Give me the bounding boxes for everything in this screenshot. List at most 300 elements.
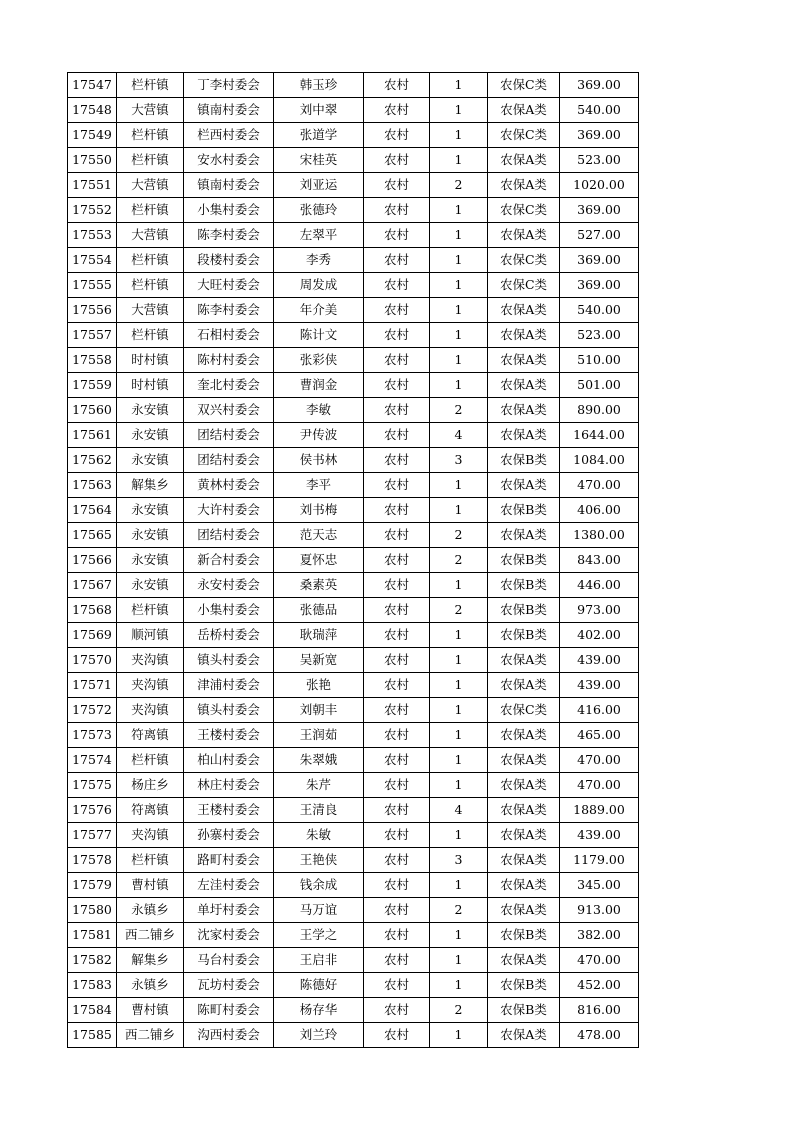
table-row <box>68 748 639 773</box>
insurance-category-cell: 农保C类 <box>488 198 560 223</box>
table-row <box>68 848 639 873</box>
household-count-cell: 1 <box>430 723 488 748</box>
area-type-cell: 农村 <box>364 273 430 298</box>
amount-cell: 416.00 <box>560 698 639 723</box>
amount-cell: 439.00 <box>560 673 639 698</box>
amount-cell: 402.00 <box>560 623 639 648</box>
insurance-category-cell: 农保B类 <box>488 998 560 1023</box>
village-committee-cell: 陈李村委会 <box>184 223 274 248</box>
table-row <box>68 823 639 848</box>
township-cell: 大营镇 <box>117 223 184 248</box>
village-committee-cell: 陈李村委会 <box>184 298 274 323</box>
amount-cell: 470.00 <box>560 748 639 773</box>
name-cell: 曹润金 <box>274 373 364 398</box>
row-number-cell: 17552 <box>68 198 117 223</box>
township-cell: 永安镇 <box>117 573 184 598</box>
insurance-category-cell: 农保C类 <box>488 73 560 98</box>
amount-cell: 1380.00 <box>560 523 639 548</box>
household-count-cell: 2 <box>430 598 488 623</box>
household-count-cell: 2 <box>430 548 488 573</box>
row-number-cell: 17560 <box>68 398 117 423</box>
row-number-cell: 17559 <box>68 373 117 398</box>
township-cell: 栏杆镇 <box>117 273 184 298</box>
table-row <box>68 248 639 273</box>
village-committee-cell: 奎北村委会 <box>184 373 274 398</box>
table-row <box>68 723 639 748</box>
amount-cell: 816.00 <box>560 998 639 1023</box>
row-number-cell: 17573 <box>68 723 117 748</box>
row-number-cell: 17568 <box>68 598 117 623</box>
amount-cell: 501.00 <box>560 373 639 398</box>
household-count-cell: 1 <box>430 323 488 348</box>
row-number-cell: 17565 <box>68 523 117 548</box>
amount-cell: 890.00 <box>560 398 639 423</box>
row-number-cell: 17549 <box>68 123 117 148</box>
household-count-cell: 2 <box>430 998 488 1023</box>
insurance-category-cell: 农保A类 <box>488 773 560 798</box>
township-cell: 永安镇 <box>117 523 184 548</box>
name-cell: 吴新宽 <box>274 648 364 673</box>
table-row <box>68 673 639 698</box>
name-cell: 侯书林 <box>274 448 364 473</box>
row-number-cell: 17585 <box>68 1023 117 1048</box>
household-count-cell: 1 <box>430 648 488 673</box>
area-type-cell: 农村 <box>364 973 430 998</box>
row-number-cell: 17563 <box>68 473 117 498</box>
table-row <box>68 873 639 898</box>
amount-cell: 510.00 <box>560 348 639 373</box>
name-cell: 宋桂英 <box>274 148 364 173</box>
township-cell: 夹沟镇 <box>117 673 184 698</box>
household-count-cell: 2 <box>430 173 488 198</box>
household-count-cell: 1 <box>430 823 488 848</box>
village-committee-cell: 段楼村委会 <box>184 248 274 273</box>
row-number-cell: 17561 <box>68 423 117 448</box>
table-row <box>68 98 639 123</box>
area-type-cell: 农村 <box>364 673 430 698</box>
amount-cell: 406.00 <box>560 498 639 523</box>
insurance-category-cell: 农保A类 <box>488 148 560 173</box>
table-row <box>68 73 639 98</box>
area-type-cell: 农村 <box>364 498 430 523</box>
name-cell: 张德玲 <box>274 198 364 223</box>
name-cell: 周发成 <box>274 273 364 298</box>
village-committee-cell: 丁李村委会 <box>184 73 274 98</box>
household-count-cell: 1 <box>430 923 488 948</box>
row-number-cell: 17548 <box>68 98 117 123</box>
table-row <box>68 623 639 648</box>
area-type-cell: 农村 <box>364 1023 430 1048</box>
household-count-cell: 1 <box>430 973 488 998</box>
name-cell: 陈德好 <box>274 973 364 998</box>
insurance-category-cell: 农保A类 <box>488 523 560 548</box>
area-type-cell: 农村 <box>364 173 430 198</box>
row-number-cell: 17564 <box>68 498 117 523</box>
amount-cell: 1179.00 <box>560 848 639 873</box>
amount-cell: 523.00 <box>560 148 639 173</box>
household-count-cell: 1 <box>430 573 488 598</box>
area-type-cell: 农村 <box>364 698 430 723</box>
insurance-category-cell: 农保C类 <box>488 248 560 273</box>
area-type-cell: 农村 <box>364 923 430 948</box>
area-type-cell: 农村 <box>364 648 430 673</box>
village-committee-cell: 小集村委会 <box>184 198 274 223</box>
name-cell: 王学之 <box>274 923 364 948</box>
name-cell: 桑素英 <box>274 573 364 598</box>
township-cell: 永安镇 <box>117 548 184 573</box>
row-number-cell: 17578 <box>68 848 117 873</box>
household-count-cell: 3 <box>430 448 488 473</box>
insurance-category-cell: 农保A类 <box>488 798 560 823</box>
household-count-cell: 1 <box>430 1023 488 1048</box>
household-count-cell: 1 <box>430 123 488 148</box>
insurance-category-cell: 农保C类 <box>488 273 560 298</box>
name-cell: 耿瑞萍 <box>274 623 364 648</box>
amount-cell: 465.00 <box>560 723 639 748</box>
amount-cell: 540.00 <box>560 98 639 123</box>
area-type-cell: 农村 <box>364 148 430 173</box>
area-type-cell: 农村 <box>364 873 430 898</box>
village-committee-cell: 大许村委会 <box>184 498 274 523</box>
table-row <box>68 373 639 398</box>
household-count-cell: 1 <box>430 498 488 523</box>
amount-cell: 345.00 <box>560 873 639 898</box>
amount-cell: 913.00 <box>560 898 639 923</box>
area-type-cell: 农村 <box>364 523 430 548</box>
row-number-cell: 17579 <box>68 873 117 898</box>
insurance-category-cell: 农保A类 <box>488 673 560 698</box>
insurance-category-cell: 农保B类 <box>488 623 560 648</box>
village-committee-cell: 团结村委会 <box>184 448 274 473</box>
area-type-cell: 农村 <box>364 198 430 223</box>
insurance-category-cell: 农保B类 <box>488 923 560 948</box>
area-type-cell: 农村 <box>364 573 430 598</box>
township-cell: 栏杆镇 <box>117 598 184 623</box>
village-committee-cell: 单圩村委会 <box>184 898 274 923</box>
area-type-cell: 农村 <box>364 423 430 448</box>
amount-cell: 470.00 <box>560 948 639 973</box>
row-number-cell: 17569 <box>68 623 117 648</box>
insurance-category-cell: 农保A类 <box>488 373 560 398</box>
table-row <box>68 198 639 223</box>
area-type-cell: 农村 <box>364 823 430 848</box>
row-number-cell: 17580 <box>68 898 117 923</box>
township-cell: 栏杆镇 <box>117 73 184 98</box>
village-committee-cell: 王楼村委会 <box>184 798 274 823</box>
name-cell: 夏怀忠 <box>274 548 364 573</box>
household-count-cell: 1 <box>430 98 488 123</box>
amount-cell: 1020.00 <box>560 173 639 198</box>
household-count-cell: 1 <box>430 223 488 248</box>
household-count-cell: 1 <box>430 198 488 223</box>
name-cell: 韩玉珍 <box>274 73 364 98</box>
household-count-cell: 1 <box>430 73 488 98</box>
row-number-cell: 17550 <box>68 148 117 173</box>
row-number-cell: 17562 <box>68 448 117 473</box>
insurance-category-cell: 农保A类 <box>488 898 560 923</box>
household-count-cell: 1 <box>430 773 488 798</box>
area-type-cell: 农村 <box>364 798 430 823</box>
amount-cell: 523.00 <box>560 323 639 348</box>
township-cell: 夹沟镇 <box>117 698 184 723</box>
row-number-cell: 17558 <box>68 348 117 373</box>
household-count-cell: 1 <box>430 673 488 698</box>
table-row <box>68 523 639 548</box>
insurance-category-cell: 农保A类 <box>488 648 560 673</box>
township-cell: 栏杆镇 <box>117 748 184 773</box>
row-number-cell: 17553 <box>68 223 117 248</box>
area-type-cell: 农村 <box>364 223 430 248</box>
insurance-category-cell: 农保A类 <box>488 398 560 423</box>
name-cell: 尹传波 <box>274 423 364 448</box>
township-cell: 大营镇 <box>117 173 184 198</box>
household-count-cell: 1 <box>430 298 488 323</box>
area-type-cell: 农村 <box>364 298 430 323</box>
table-row <box>68 998 639 1023</box>
table-row <box>68 698 639 723</box>
village-committee-cell: 马台村委会 <box>184 948 274 973</box>
table-row <box>68 273 639 298</box>
village-committee-cell: 津浦村委会 <box>184 673 274 698</box>
amount-cell: 382.00 <box>560 923 639 948</box>
row-number-cell: 17577 <box>68 823 117 848</box>
area-type-cell: 农村 <box>364 773 430 798</box>
row-number-cell: 17567 <box>68 573 117 598</box>
area-type-cell: 农村 <box>364 598 430 623</box>
township-cell: 栏杆镇 <box>117 848 184 873</box>
insurance-category-cell: 农保A类 <box>488 723 560 748</box>
village-committee-cell: 陈町村委会 <box>184 998 274 1023</box>
township-cell: 解集乡 <box>117 948 184 973</box>
village-committee-cell: 沈家村委会 <box>184 923 274 948</box>
table-row <box>68 298 639 323</box>
row-number-cell: 17551 <box>68 173 117 198</box>
insurance-category-cell: 农保A类 <box>488 823 560 848</box>
household-count-cell: 1 <box>430 948 488 973</box>
insurance-category-cell: 农保B类 <box>488 598 560 623</box>
name-cell: 王清良 <box>274 798 364 823</box>
table-row <box>68 773 639 798</box>
table-row <box>68 123 639 148</box>
township-cell: 西二铺乡 <box>117 1023 184 1048</box>
row-number-cell: 17572 <box>68 698 117 723</box>
village-committee-cell: 林庄村委会 <box>184 773 274 798</box>
amount-cell: 369.00 <box>560 73 639 98</box>
table-row <box>68 598 639 623</box>
village-committee-cell: 镇南村委会 <box>184 173 274 198</box>
area-type-cell: 农村 <box>364 848 430 873</box>
area-type-cell: 农村 <box>364 448 430 473</box>
insurance-category-cell: 农保A类 <box>488 423 560 448</box>
village-committee-cell: 永安村委会 <box>184 573 274 598</box>
table-row <box>68 323 639 348</box>
insurance-category-cell: 农保A类 <box>488 873 560 898</box>
row-number-cell: 17581 <box>68 923 117 948</box>
township-cell: 栏杆镇 <box>117 123 184 148</box>
amount-cell: 369.00 <box>560 123 639 148</box>
insurance-category-cell: 农保B类 <box>488 448 560 473</box>
name-cell: 刘朝丰 <box>274 698 364 723</box>
amount-cell: 843.00 <box>560 548 639 573</box>
village-committee-cell: 镇头村委会 <box>184 648 274 673</box>
insurance-category-cell: 农保A类 <box>488 1023 560 1048</box>
name-cell: 陈计文 <box>274 323 364 348</box>
table-body <box>68 73 639 1048</box>
name-cell: 马万谊 <box>274 898 364 923</box>
row-number-cell: 17555 <box>68 273 117 298</box>
township-cell: 西二铺乡 <box>117 923 184 948</box>
amount-cell: 446.00 <box>560 573 639 598</box>
insurance-category-cell: 农保A类 <box>488 473 560 498</box>
amount-cell: 439.00 <box>560 823 639 848</box>
insurance-category-cell: 农保B类 <box>488 498 560 523</box>
name-cell: 刘兰玲 <box>274 1023 364 1048</box>
area-type-cell: 农村 <box>364 248 430 273</box>
village-committee-cell: 栏西村委会 <box>184 123 274 148</box>
name-cell: 范天志 <box>274 523 364 548</box>
area-type-cell: 农村 <box>364 98 430 123</box>
name-cell: 刘亚运 <box>274 173 364 198</box>
insurance-category-cell: 农保B类 <box>488 548 560 573</box>
township-cell: 永安镇 <box>117 423 184 448</box>
township-cell: 杨庄乡 <box>117 773 184 798</box>
table-row <box>68 398 639 423</box>
insurance-category-cell: 农保A类 <box>488 748 560 773</box>
insurance-category-cell: 农保A类 <box>488 298 560 323</box>
household-count-cell: 1 <box>430 473 488 498</box>
township-cell: 永安镇 <box>117 448 184 473</box>
area-type-cell: 农村 <box>364 748 430 773</box>
row-number-cell: 17547 <box>68 73 117 98</box>
name-cell: 刘书梅 <box>274 498 364 523</box>
row-number-cell: 17557 <box>68 323 117 348</box>
name-cell: 张道学 <box>274 123 364 148</box>
amount-cell: 973.00 <box>560 598 639 623</box>
name-cell: 左翠平 <box>274 223 364 248</box>
name-cell: 李敏 <box>274 398 364 423</box>
table-row <box>68 473 639 498</box>
table-row <box>68 648 639 673</box>
township-cell: 符离镇 <box>117 798 184 823</box>
area-type-cell: 农村 <box>364 323 430 348</box>
table-row <box>68 573 639 598</box>
township-cell: 栏杆镇 <box>117 248 184 273</box>
area-type-cell: 农村 <box>364 623 430 648</box>
insurance-category-cell: 农保C类 <box>488 698 560 723</box>
row-number-cell: 17554 <box>68 248 117 273</box>
township-cell: 永镇乡 <box>117 898 184 923</box>
household-count-cell: 1 <box>430 698 488 723</box>
insurance-category-cell: 农保A类 <box>488 948 560 973</box>
township-cell: 解集乡 <box>117 473 184 498</box>
household-count-cell: 2 <box>430 523 488 548</box>
area-type-cell: 农村 <box>364 998 430 1023</box>
table-row <box>68 923 639 948</box>
table-row <box>68 423 639 448</box>
village-committee-cell: 黄林村委会 <box>184 473 274 498</box>
township-cell: 顺河镇 <box>117 623 184 648</box>
area-type-cell: 农村 <box>364 123 430 148</box>
insurance-category-cell: 农保A类 <box>488 323 560 348</box>
table-row <box>68 223 639 248</box>
township-cell: 永安镇 <box>117 498 184 523</box>
household-count-cell: 1 <box>430 873 488 898</box>
name-cell: 王润茹 <box>274 723 364 748</box>
area-type-cell: 农村 <box>364 473 430 498</box>
township-cell: 时村镇 <box>117 348 184 373</box>
insurance-category-cell: 农保A类 <box>488 173 560 198</box>
township-cell: 夹沟镇 <box>117 648 184 673</box>
area-type-cell: 农村 <box>364 948 430 973</box>
table-row <box>68 973 639 998</box>
name-cell: 朱芹 <box>274 773 364 798</box>
row-number-cell: 17584 <box>68 998 117 1023</box>
name-cell: 朱翠娥 <box>274 748 364 773</box>
township-cell: 栏杆镇 <box>117 323 184 348</box>
row-number-cell: 17582 <box>68 948 117 973</box>
row-number-cell: 17571 <box>68 673 117 698</box>
household-count-cell: 2 <box>430 398 488 423</box>
township-cell: 永镇乡 <box>117 973 184 998</box>
table-row <box>68 798 639 823</box>
assistance-table <box>67 72 639 1048</box>
insurance-category-cell: 农保A类 <box>488 223 560 248</box>
amount-cell: 452.00 <box>560 973 639 998</box>
village-committee-cell: 孙寨村委会 <box>184 823 274 848</box>
area-type-cell: 农村 <box>364 548 430 573</box>
table-row <box>68 348 639 373</box>
village-committee-cell: 沟西村委会 <box>184 1023 274 1048</box>
village-committee-cell: 新合村委会 <box>184 548 274 573</box>
household-count-cell: 1 <box>430 623 488 648</box>
name-cell: 朱敏 <box>274 823 364 848</box>
table-row <box>68 1023 639 1048</box>
household-count-cell: 3 <box>430 848 488 873</box>
township-cell: 栏杆镇 <box>117 198 184 223</box>
village-committee-cell: 团结村委会 <box>184 523 274 548</box>
village-committee-cell: 镇头村委会 <box>184 698 274 723</box>
table-row <box>68 498 639 523</box>
household-count-cell: 1 <box>430 148 488 173</box>
insurance-category-cell: 农保B类 <box>488 973 560 998</box>
village-committee-cell: 镇南村委会 <box>184 98 274 123</box>
area-type-cell: 农村 <box>364 373 430 398</box>
township-cell: 曹村镇 <box>117 873 184 898</box>
row-number-cell: 17583 <box>68 973 117 998</box>
village-committee-cell: 双兴村委会 <box>184 398 274 423</box>
table-row <box>68 898 639 923</box>
township-cell: 永安镇 <box>117 398 184 423</box>
amount-cell: 369.00 <box>560 273 639 298</box>
name-cell: 张彩侠 <box>274 348 364 373</box>
row-number-cell: 17566 <box>68 548 117 573</box>
area-type-cell: 农村 <box>364 898 430 923</box>
household-count-cell: 1 <box>430 348 488 373</box>
amount-cell: 470.00 <box>560 773 639 798</box>
amount-cell: 1644.00 <box>560 423 639 448</box>
name-cell: 刘中翠 <box>274 98 364 123</box>
amount-cell: 478.00 <box>560 1023 639 1048</box>
table-row <box>68 173 639 198</box>
amount-cell: 369.00 <box>560 198 639 223</box>
village-committee-cell: 团结村委会 <box>184 423 274 448</box>
amount-cell: 540.00 <box>560 298 639 323</box>
village-committee-cell: 左洼村委会 <box>184 873 274 898</box>
row-number-cell: 17576 <box>68 798 117 823</box>
area-type-cell: 农村 <box>364 348 430 373</box>
household-count-cell: 1 <box>430 373 488 398</box>
village-committee-cell: 王楼村委会 <box>184 723 274 748</box>
